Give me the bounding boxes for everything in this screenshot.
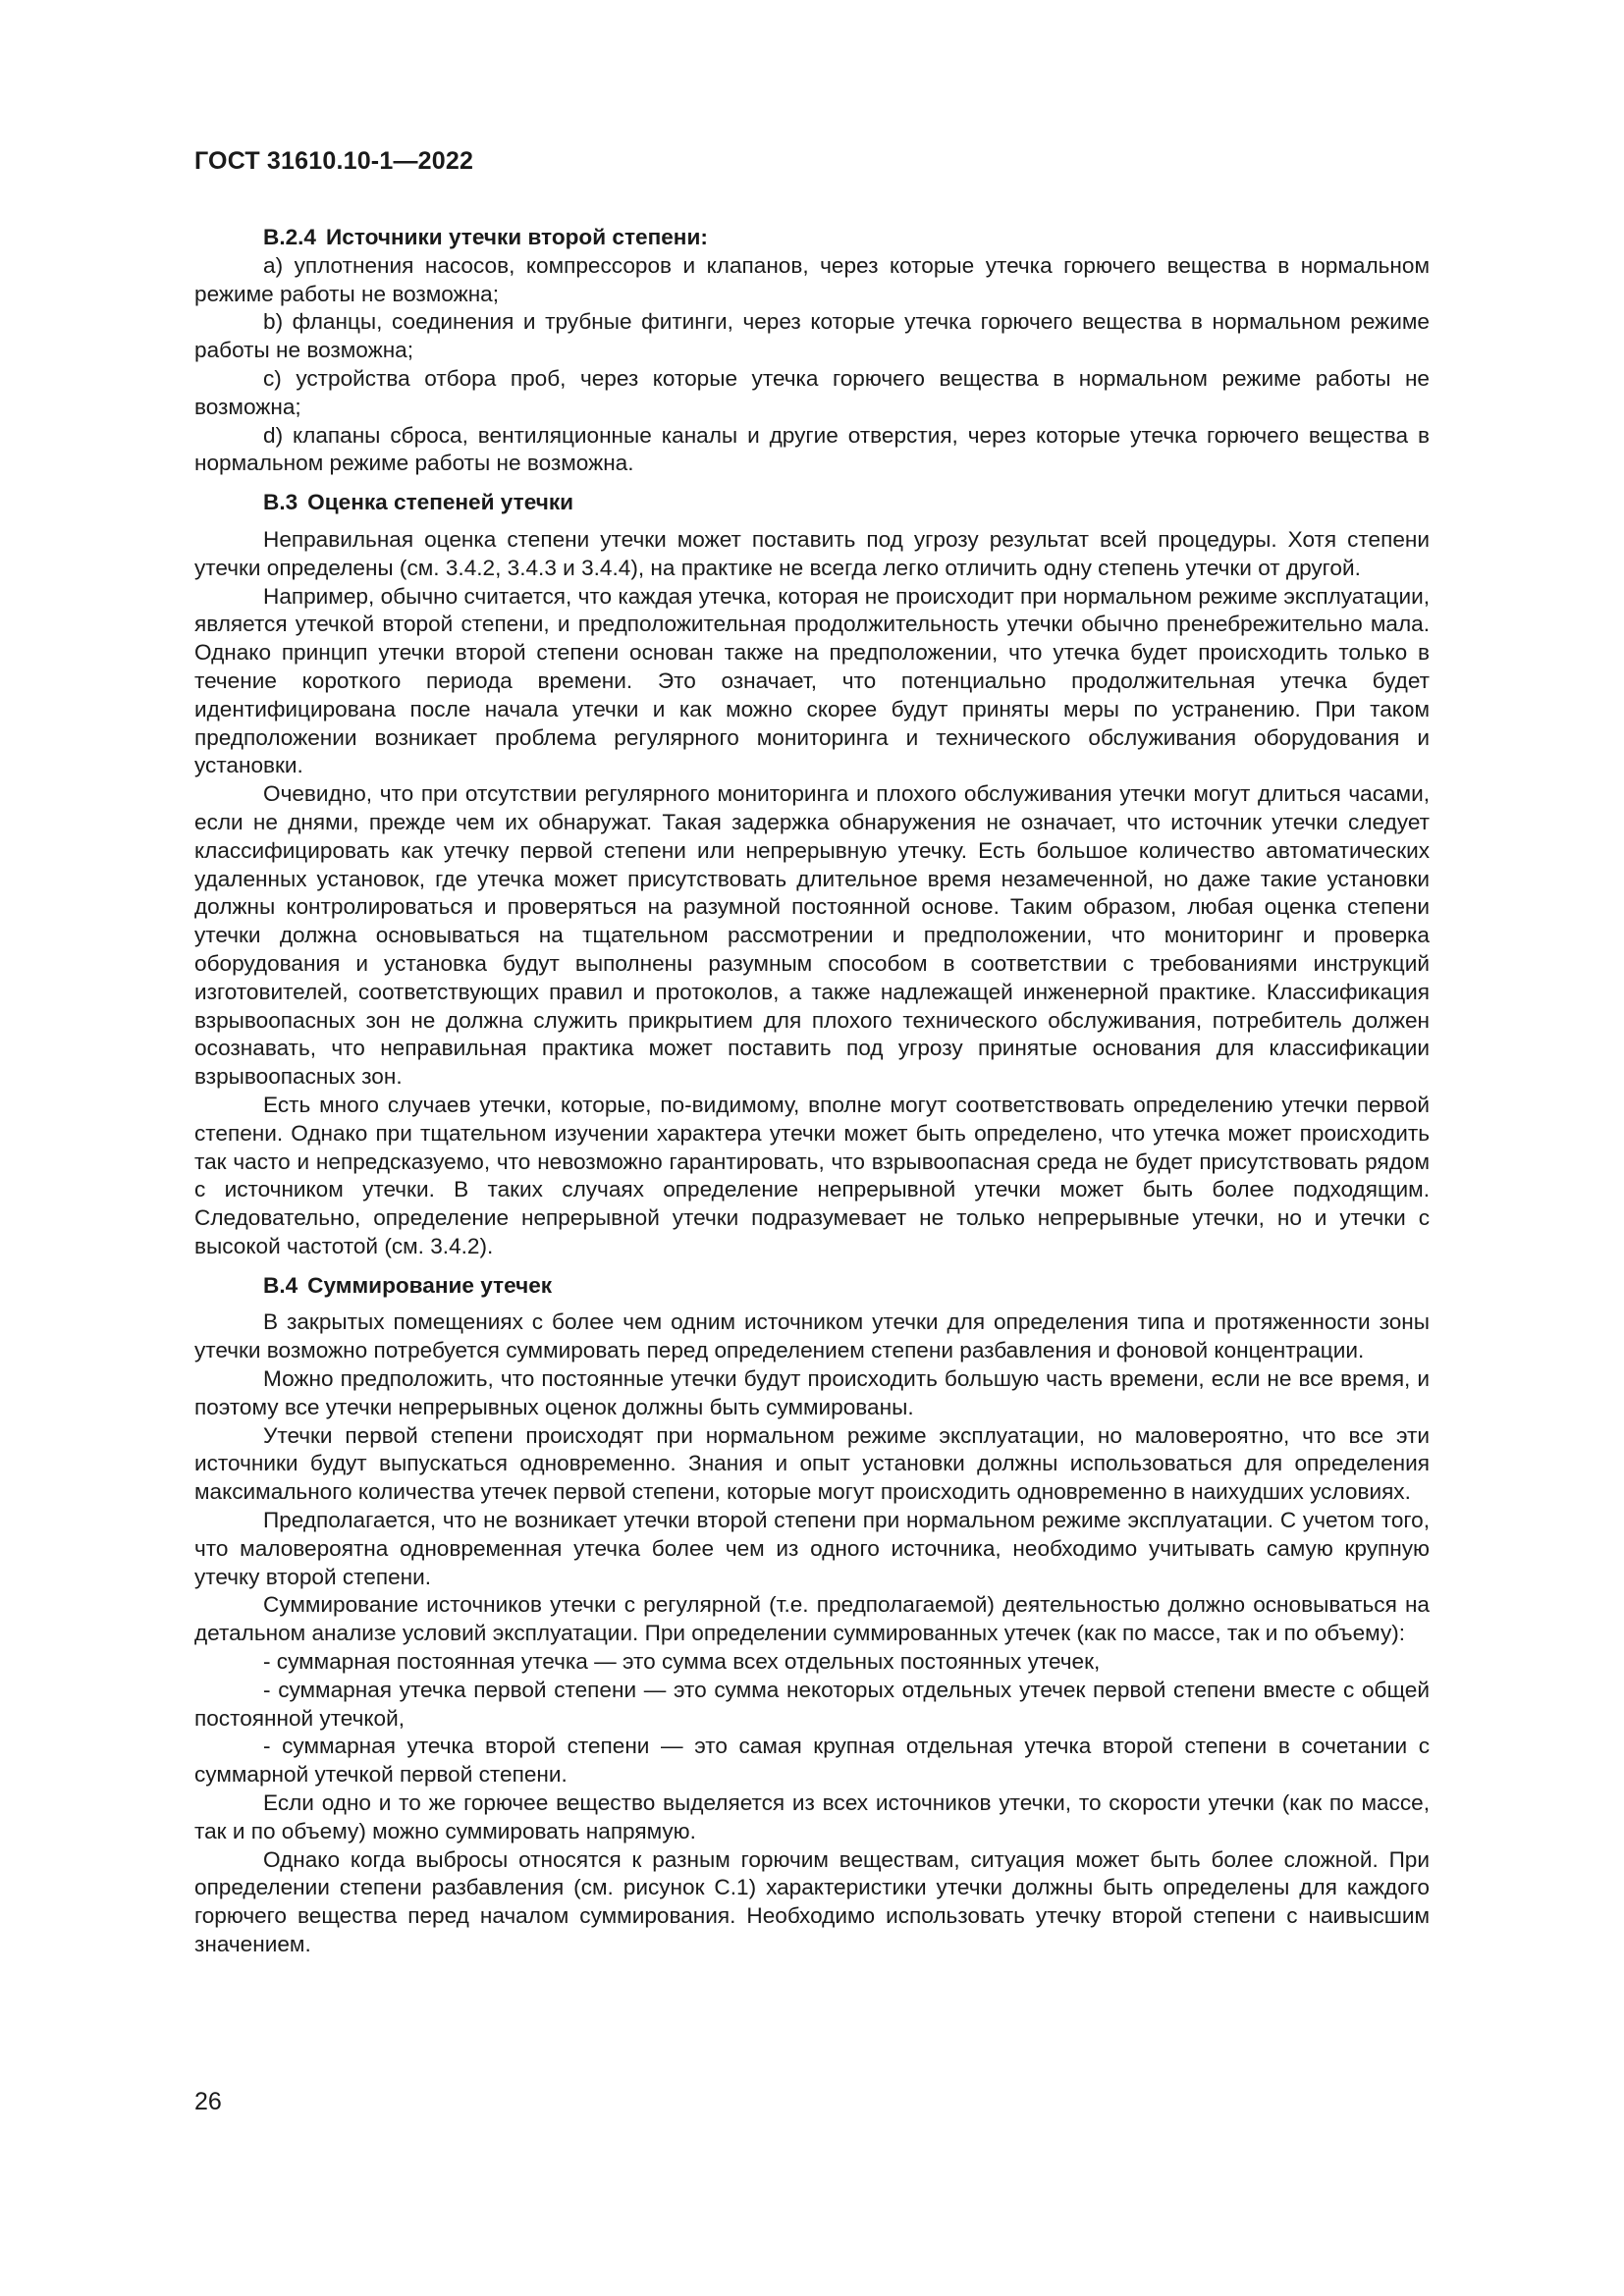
- list-item: - суммарная утечка первой степени — это сумма некоторых отдельных утечек первой степени вместе с общей постоянной утечкой,: [194, 1677, 1430, 1731]
- paragraph: Очевидно, что при отсутствии регулярного мониторинга и плохого обслуживания утечки могут длиться часами, если не днями, прежде чем их обнаружат. Такая задержка обнаружения не означает, что источник утечки следует классифицировать как утечку первой степени или непрерывную утечку. Есть большое количество автоматических удаленных установок, где утечка может присутствовать длительное время незамеченной, но даже такие установки должны контролироваться и проверяться на разумной постоянной основе. Таким образом, любая оценка степени утечки должна основываться на тщательном рассмотрении и предположении, что мониторинг и проверка оборудования и установка будут выполнены разумным способом в соответствии с требованиями инструкций изготовителей, соответствующих правил и протоколов, а также надлежащей инженерной практике. Классификация взрывоопасных зон не должна служить прикрытием для плохого технического обслуживания, потребитель должен осознавать, что неправильная практика может поставить под угрозу принятые основания для классификации взрывоопасных зон.: [194, 781, 1430, 1090]
- section-number: В.3: [263, 490, 298, 515]
- section-number: В.4: [263, 1272, 298, 1298]
- paragraph: Неправильная оценка степени утечки может поставить под угрозу результат всей процедуры. Хотя степени утечки определены (см. 3.4.2, 3.4.3 и 3.4.4), на практике не всегда легко отличить одну степень утечки от другой.: [194, 526, 1430, 580]
- paragraph: В закрытых помещениях с более чем одним источником утечки для определения типа и протяженности зоны утечки возможно потребуется суммировать перед определением степени разбавления и фоновой концентрации.: [194, 1309, 1430, 1363]
- paragraph: Предполагается, что не возникает утечки второй степени при нормальном режиме эксплуатации. С учетом того, что маловероятна одновременная утечка более чем из одного источника, необходимо учитывать самую крупную утечку второй степени.: [194, 1508, 1430, 1589]
- section-heading-b24: [194, 224, 1430, 252]
- document-body: [194, 224, 1430, 1959]
- list-item: d) клапаны сброса, вентиляционные каналы и другие отверстия, через которые утечка горючего вещества в нормальном режиме работы не возможна.: [194, 422, 1430, 476]
- list-item: - суммарная утечка второй степени — это самая крупная отдельная утечка второй степени в сочетании с суммарной утечкой первой степени.: [194, 1734, 1430, 1788]
- paragraph: Утечки первой степени происходят при нормальном режиме эксплуатации, но маловероятно, что все эти источники будут выпускаться одновременно. Знания и опыт установки должны использоваться для определения максимального количества утечек первой степени, которые могут происходить одновременно в наихудших условиях.: [194, 1422, 1430, 1505]
- section-title: Источники утечки второй степени:: [326, 225, 708, 249]
- paragraph: Можно предположить, что постоянные утечки будут происходить большую часть времени, если не все время, и поэтому все утечки непрерывных оценок должны быть суммированы.: [194, 1366, 1430, 1419]
- list-item: - суммарная постоянная утечка — это сумма всех отдельных постоянных утечек,: [263, 1649, 1101, 1675]
- list-item: а) уплотнения насосов, компрессоров и клапанов, через которые утечка горючего вещества в нормальном режиме работы не возможна;: [194, 252, 1430, 306]
- section-title: Суммирование утечек: [307, 1272, 553, 1298]
- list-item: b) фланцы, соединения и трубные фитинги, через которые утечка горючего вещества в нормальном режиме работы не возможна;: [194, 309, 1430, 363]
- list-item: c) устройства отбора проб, через которые утечка горючего вещества в нормальном режиме работы не возможна;: [194, 365, 1430, 419]
- page-number: 26: [194, 2088, 222, 2115]
- paragraph: Например, обычно считается, что каждая утечка, которая не происходит при нормальном режиме эксплуатации, является утечкой второй степени, и предположительная продолжительность утечки обычно пренебрежительно мала. Однако принцип утечки второй степени основан также на предположении, что утечка будет происходить только в течение короткого периода времени. Это означает, что потенциально продолжительная утечка будет идентифицирована после начала утечки и как можно скорее будут приняты меры по устранению. При таком предположении возникает проблема регулярного мониторинга и технического обслуживания оборудования и установки.: [194, 583, 1430, 778]
- document-code: ГОСТ 31610.10-1—2022: [194, 147, 474, 175]
- paragraph: Есть много случаев утечки, которые, по-видимому, вполне могут соответствовать определению утечки первой степени. Однако при тщательном изучении характера утечки может быть определено, что утечка может происходить так часто и непредсказуемо, что невозможно гарантировать, что взрывоопасная среда не будет присутствовать рядом с источником утечки. В таких случаях определение непрерывной утечки может быть более подходящим. Следовательно, определение непрерывной утечки подразумевает не только непрерывные утечки, но и утечки с высокой частотой (см. 3.4.2).: [194, 1092, 1430, 1258]
- paragraph: Суммирование источников утечки с регулярной (т.е. предполагаемой) деятельностью должно основываться на детальном анализе условий эксплуатации. При определении суммированных утечек (как по массе, так и по объему):: [194, 1592, 1430, 1646]
- section-heading-b4: [194, 1272, 1430, 1301]
- section-heading-b3: [194, 489, 1430, 517]
- section-title: Оценка степеней утечки: [307, 490, 574, 515]
- section-number: В.2.4: [263, 225, 317, 249]
- paragraph: Если одно и то же горючее вещество выделяется из всех источников утечки, то скорости утечки (как по массе, так и по объему) можно суммировать напрямую.: [194, 1790, 1430, 1843]
- paragraph: Однако когда выбросы относятся к разным горючим веществам, ситуация может быть более сложной. При определении степени разбавления (см. рисунок С.1) характеристики утечки должны быть определены для каждого горючего вещества перед началом суммирования. Необходимо использовать утечку второй степени с наивысшим значением.: [194, 1846, 1430, 1957]
